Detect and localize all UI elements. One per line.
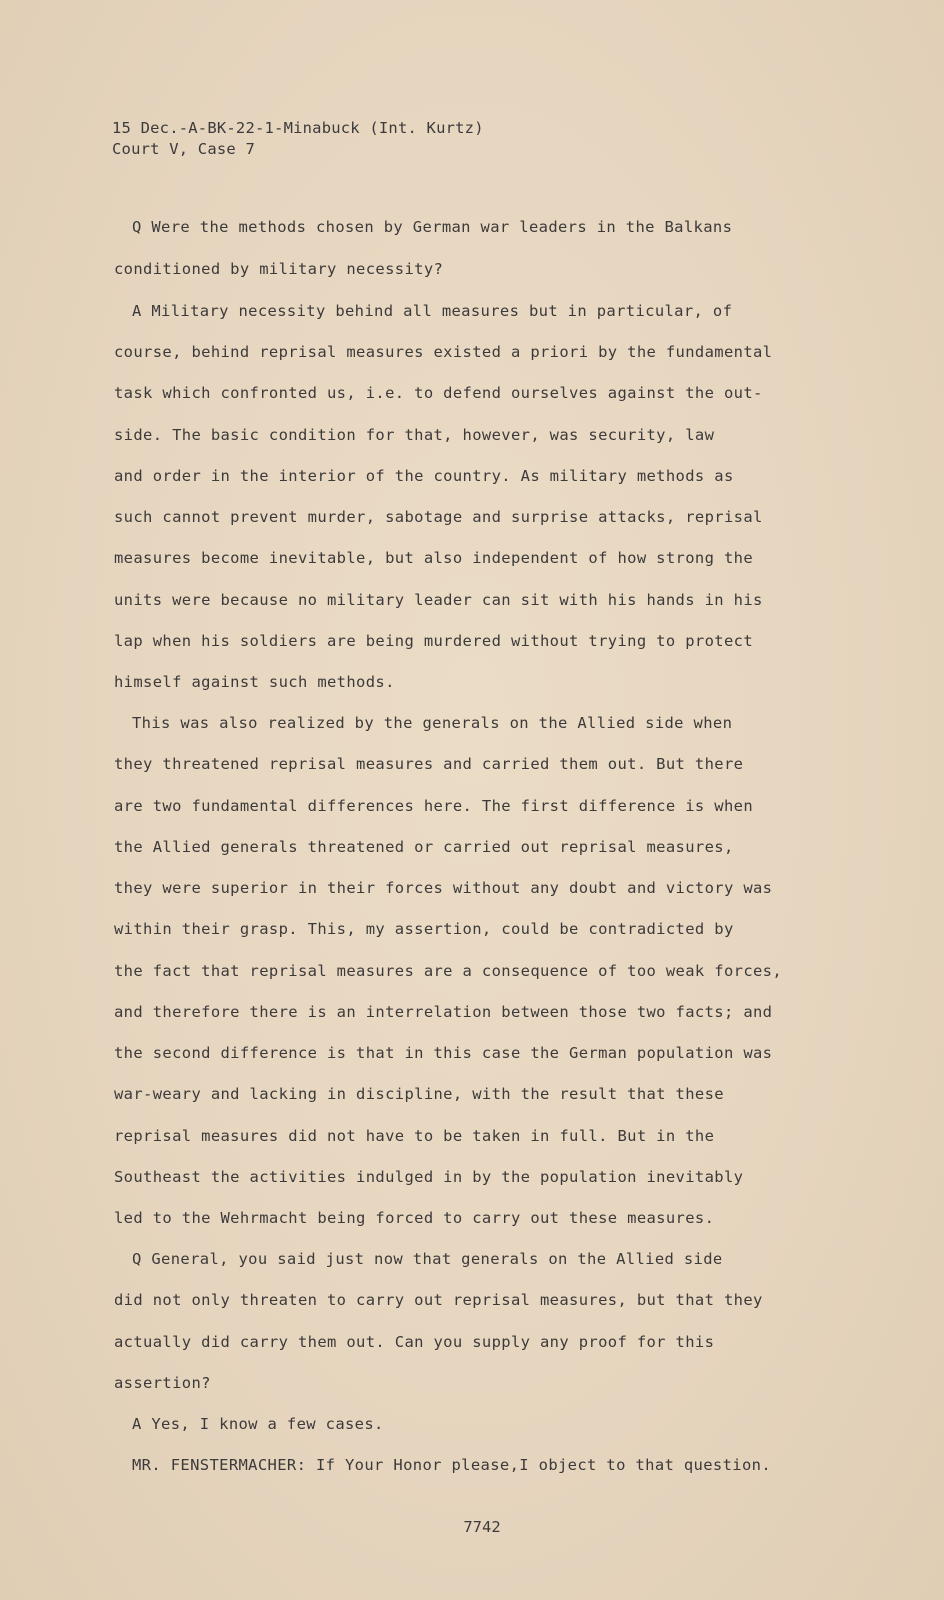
transcript-line: task which confronted us, i.e. to defend ourselves against the out- (114, 384, 763, 402)
transcript-line: units were because no military leader can sit with his hands in his (114, 591, 763, 609)
transcript-line: within their grasp. This, my assertion, could be contradicted by (114, 920, 734, 938)
transcript-line: and therefore there is an interrelation between those two facts; and (114, 1003, 773, 1021)
transcript-line: did not only threaten to carry out reprisal measures, but that they (114, 1291, 763, 1309)
transcript-line: A Military necessity behind all measures but in particular, of (132, 302, 733, 320)
transcript-line: and order in the interior of the country. As military methods as (114, 467, 734, 485)
transcript-line: reprisal measures did not have to be taken in full. But in the (114, 1127, 715, 1145)
header-court-case-line: Court V, Case 7 (112, 140, 255, 158)
transcript-line: Q General, you said just now that generals on the Allied side (132, 1250, 723, 1268)
transcript-line: Q Were the methods chosen by German war leaders in the Balkans (132, 218, 733, 236)
transcript-line: assertion? (114, 1374, 211, 1392)
transcript-line: This was also realized by the generals on the Allied side when (132, 714, 733, 732)
transcript-line: A Yes, I know a few cases. (132, 1415, 384, 1433)
page-number: 7742 (463, 1518, 501, 1536)
transcript-line: measures become inevitable, but also independent of how strong the (114, 549, 753, 567)
transcript-line: such cannot prevent murder, sabotage and surprise attacks, reprisal (114, 508, 763, 526)
transcript-line: war-weary and lacking in discipline, with the result that these (114, 1085, 724, 1103)
transcript-line: led to the Wehrmacht being forced to carry out these measures. (114, 1209, 715, 1227)
transcript-line: course, behind reprisal measures existed a priori by the fundamental (114, 343, 773, 361)
transcript-line: are two fundamental differences here. The first difference is when (114, 797, 753, 815)
transcript-line: lap when his soldiers are being murdered without trying to protect (114, 632, 753, 650)
transcript-line: conditioned by military necessity? (114, 260, 444, 278)
transcript-line: side. The basic condition for that, however, was security, law (114, 426, 715, 444)
transcript-line: they were superior in their forces without any doubt and victory was (114, 879, 773, 897)
transcript-line: they threatened reprisal measures and carried them out. But there (114, 755, 744, 773)
header-reference-line: 15 Dec.-A-BK-22-1-Minabuck (Int. Kurtz) (112, 119, 484, 137)
transcript-line: himself against such methods. (114, 673, 395, 691)
transcript-line: the Allied generals threatened or carried out reprisal measures, (114, 838, 734, 856)
transcript-line: MR. FENSTERMACHER: If Your Honor please,I object to that question. (132, 1456, 771, 1474)
transcript-line: Southeast the activities indulged in by the population inevitably (114, 1168, 744, 1186)
transcript-line: the fact that reprisal measures are a consequence of too weak forces, (114, 962, 783, 980)
transcript-line: actually did carry them out. Can you supply any proof for this (114, 1333, 715, 1351)
transcript-line: the second difference is that in this case the German population was (114, 1044, 773, 1062)
